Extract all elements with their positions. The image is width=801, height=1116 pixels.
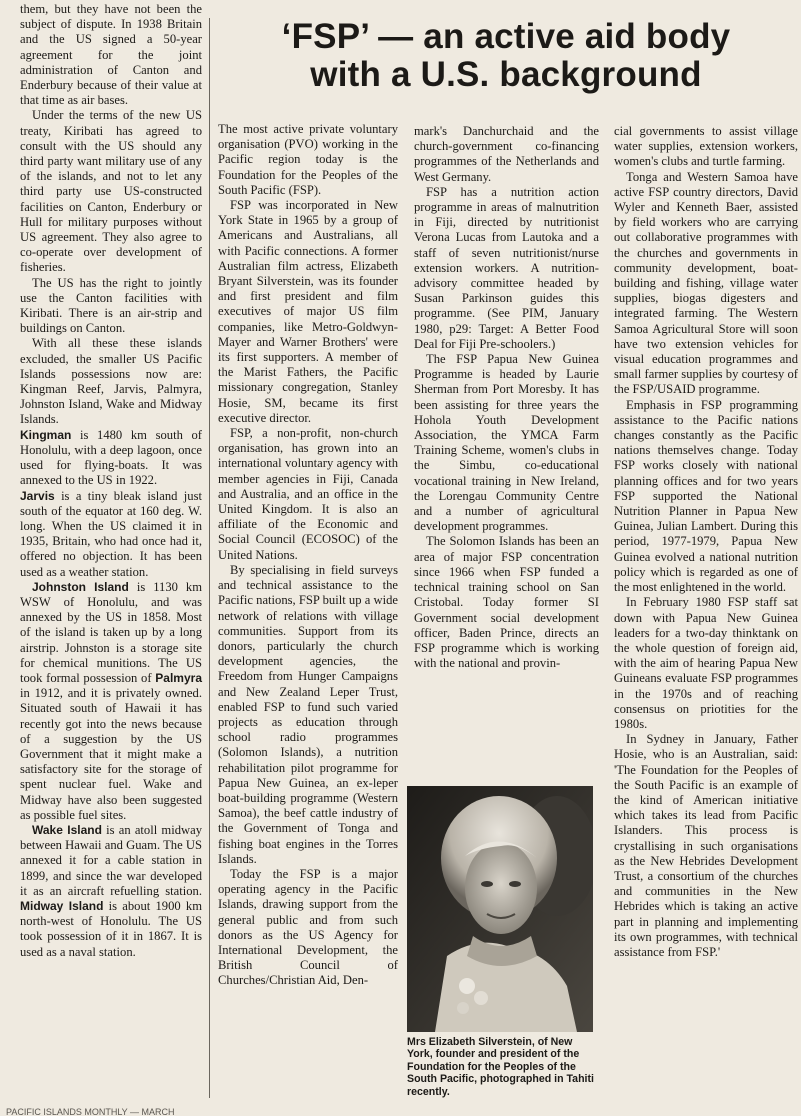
kingman-label: Kingman — [20, 427, 72, 442]
paragraph-jarvis — [20, 489, 202, 580]
paragraph-text: is 1130 km WSW of Honolulu, and was annexed by the US in 1858. Most of the island is taken up by a long airstrip. Johnston is a storage site for chemical munitions. The US took formal possession of — [20, 579, 202, 685]
page-footer: PACIFIC ISLANDS MONTHLY — MARCH — [6, 1108, 175, 1116]
paragraph: In Sydney in January, Father Hosie, who is an Australian, said: 'The Foundation for the Peoples of the South Pacific is an example of the kind of American initiative which takes its lead from Pacific Islanders. This process is crystallising in such organisations as the New Hebrides Development Trust, a consortium of the churches and communities in the New Hebrides which is taking an active part in planning and implementing its own programmes, with technical assistance from FSP.' — [614, 732, 798, 959]
paragraph-johnston — [20, 580, 202, 823]
midway-label: Midway Island — [20, 898, 104, 913]
paragraph: them, but they have not been the subject of dispute. In 1938 Britain and the US signed a 50-year agreement for the joint administration of Canton and Enderbury because of their value at that time as air bases. — [20, 2, 202, 108]
paragraph: The Solomon Islands has been an area of major FSP concentration since 1966 when FSP funded a technical training school on San Cristobal. Today former SI Government social development officer, Baden Prince, directs an FSP programme which is working with the national and provin- — [414, 534, 599, 671]
wake-label: Wake Island — [32, 822, 102, 837]
paragraph: mark's Danchurchaid and the church-government co-financing programmes of the Netherlands and West Germany. — [414, 124, 599, 184]
jarvis-label: Jarvis — [20, 488, 55, 503]
paragraph-wake — [20, 823, 202, 960]
headline — [212, 18, 800, 94]
paragraph: The most active private voluntary organisation (PVO) working in the Pacific region today is the Foundation for the Peoples of the South Pacific (FSP). — [218, 122, 398, 197]
paragraph: Emphasis in FSP programming assistance to the Pacific nations changes constantly as the Pacific nations themselves change. Today FSP works closely with national planning offices and for two years FSP supported the National Nutrition Planner in Papua New Guinea, Julian Lambert. During this period, 1977-1979, Papua New Guinea evolved a national nutrition policy which is regarded as one of the most enlightened in the world. — [614, 397, 798, 595]
paragraph: FSP, a non-profit, non-church organisation, has grown into an international voluntary agency with member agencies in Fiji, Canada and Australia, and an office in the United Kingdom. It is also an affiliate of the Economic and Social Council (ECOSOC) of the United Nations. — [218, 426, 398, 562]
paragraph: Today the FSP is a major operating agency in the Pacific Islands, drawing support from the general public and from such donors as the US Agency for International Development, the British Council of Churches/Christian Aid, Den- — [218, 866, 398, 988]
paragraph: FSP was incorporated in New York State in 1965 by a group of Americans and Australians, all with Pacific connections. A former Australian film actress, Elizabeth Bryant Silverstein, was its founder and first president and film executives of major US film companies, like Metro-Goldwyn-Mayer and Warner Brothers' were its first supporters. A member of the Marist Fathers, the Pacific missionary congregation, Stanley Hosie, SM, became its first executive director. — [218, 198, 398, 425]
paragraph-text: in 1912, and it is privately owned. Situated south of Hawaii it has recently got into the news because of a suggestion by the US Government that it might make a satisfactory site for the storage of spent nuclear fuel. Wake and Midway have also been suggested as possible fuel sites. — [20, 686, 202, 822]
johnston-label: Johnston Island — [32, 579, 129, 594]
paragraph-text: is a tiny bleak island just south of the equator at 160 deg. W. long. When the US claimed it in 1935, Britain, who had once had it, offered no objection. It has been used as a weather station. — [20, 488, 202, 579]
paragraph: In February 1980 FSP staff sat down with Papua New Guinea leaders for a two-day thinktank on the whole question of foreign aid, with the aim of hearing Papua New Guineans evaluate FSP programmes in the 1970s and of reaching consensus on priotities for the 1980s. — [614, 595, 798, 731]
paragraph-text: is an atoll midway between Hawaii and Guam. The US annexed it for a cable station in 1899, and since the war developed it as an aircraft refuelling station. — [20, 822, 202, 898]
paragraph: cial governments to assist village water supplies, extension workers, women's clubs and turtle farming. — [614, 124, 798, 169]
fsp-column-1 — [218, 122, 398, 989]
paragraph: The US has the right to jointly use the Canton facilities with Kiribati. There is an air-strip and buildings on Canton. — [20, 275, 202, 336]
paragraph: FSP has a nutrition action programme in areas of malnutrition in Fiji, directed by nutritionist Verona Lucas from Lautoka and a staff of seven nutritionist/nurse extension workers. A nutrition-advisory committee headed by Susan Parkinson guides this programme. (See PIM, January 1980, p29: Target: A Better Food Deal for Fiji Pre-schoolers.) — [414, 184, 599, 351]
headline-line-1: ‘FSP’ — an active aid body — [281, 17, 731, 56]
portrait-image — [407, 786, 593, 1032]
paragraph-text: is about 1900 km north-west of Honolulu. The US took possession of it in 1867. It is used as a naval station. — [20, 898, 203, 959]
paragraph-kingman — [20, 428, 202, 489]
paragraph: With all these these islands excluded, the smaller US Pacific Islands possessions now are: Kingman Reef, Jarvis, Palmyra, Johnston Island, Wake and Midway Islands. — [20, 336, 202, 427]
palmyra-label: Palmyra — [155, 670, 202, 685]
headline-line-2: with a U.S. background — [310, 55, 702, 94]
fsp-column-2 — [414, 124, 599, 671]
photo-caption: Mrs Elizabeth Silverstein, of New York, founder and president of the Foundation for the Peoples of the South Pacific, photographed in Tahiti recently. — [407, 1036, 594, 1098]
paragraph-text: is 1480 km south of Honolulu, with a deep lagoon, once used for flying-boats. It was annexed to the US in 1922. — [20, 427, 202, 488]
fsp-column-3 — [614, 124, 798, 960]
paragraph: Tonga and Western Samoa have active FSP country directors, David Wyler and Kenneth Baer, assisted by field workers who are carrying out collaborative programmes with the churches and governments in community development, boat-building and fishing, village water supplies, biogas digesters and integrated farming. The Western Samoa Agricultural Store will soon have two extension vehicles for visual education programmes and small farmer supplies by courtesy of the FSP/USAID programme. — [614, 169, 798, 397]
left-story-column — [20, 2, 202, 960]
paragraph: The FSP Papua New Guinea Programme is headed by Laurie Sherman from Port Moresby. It has been assisting for three years the Hohola Youth Development Association, the YMCA Farm Training Scheme, women's clubs in the Simbu, co-educational vocational training in New Ireland, the Lorengau Community Centre and a number of agricultural development programmes. — [414, 352, 599, 534]
portrait-photo — [407, 786, 593, 1032]
paragraph: By specialising in field surveys and technical assistance to the Pacific nations, FSP built up a wide network of relations with village communities. Support from its donors, particularly the church development agencies, the Freedom from Hunger Campaigns and New Zealand Leper Trust, enabled FSP to fund such varied projects as education through school radio programmes (Solomon Islands), a nutrition rehabilitation pilot programme for Papua New Guinea, an ex-leper boat-building programme (Western Samoa), the beef cattle industry of the Government of Tonga and fishing boat engines in the Torres Islands. — [218, 562, 398, 866]
column-divider — [209, 18, 210, 1098]
paragraph: Under the terms of the new US treaty, Kiribati has agreed to consult with the US should any third party want military use of any of the islands, and not to let any third party use US-constructed facilities on Canton, Enderbury or Hull for military purposes without US agreement. They also agree to co-operate over development of fisheries. — [20, 108, 202, 275]
